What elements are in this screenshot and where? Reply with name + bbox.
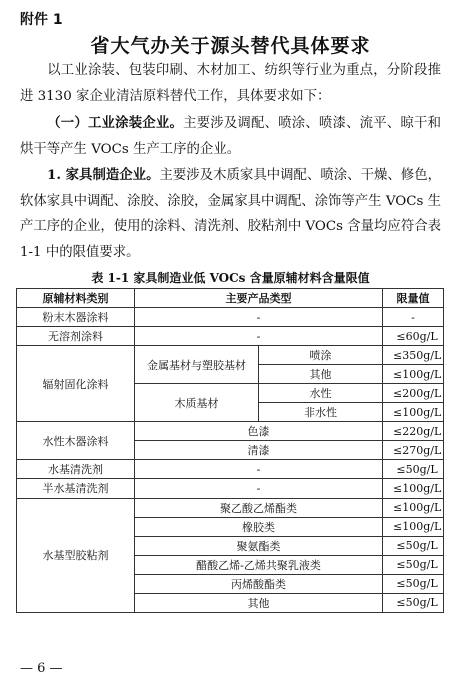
limit-cell: ≤50g/L (383, 536, 444, 555)
type-cell: 色漆 (135, 422, 383, 441)
table-row (17, 422, 444, 441)
type-cell: 喷涂 (259, 346, 383, 365)
category-cell: 水基清洗剂 (17, 460, 135, 479)
type-cell: 聚乙酸乙烯酯类 (135, 498, 383, 517)
limit-cell: ≤350g/L (383, 346, 444, 365)
category-cell: 水性木器涂料 (17, 422, 135, 460)
type-cell: 丙烯酸酯类 (135, 574, 383, 593)
header-type: 主要产品类型 (135, 289, 383, 308)
type-cell: 水性 (259, 384, 383, 403)
table-row (17, 327, 444, 346)
type-cell: 其他 (259, 365, 383, 384)
category-cell: 半水基清洗剂 (17, 479, 135, 498)
category-cell: 无溶剂涂料 (17, 327, 135, 346)
section1-text: 主要涉及调配、喷涂、喷漆、流平、晾干和烘干等产生 VOCs 生产工序的企业。 (20, 116, 442, 157)
subcategory-cell: 金属基材与塑胶基材 (135, 346, 259, 384)
limit-cell: ≤50g/L (383, 593, 444, 612)
subcategory-cell: 木质基材 (135, 384, 259, 422)
type-cell: - (135, 479, 383, 498)
type-cell: 橡胶类 (135, 517, 383, 536)
item1-text: 主要涉及木质家具中调配、喷涂、干燥、修色，软体家具中调配、涂胶、涂胶，金属家具中调配、涂饰等产生 VOCs 生产工序的企业，使用的涂料、清洗剂、胶粘剂中 VOCs 含量均应符合表 1-1 中的限值要求。 (20, 168, 442, 260)
limit-cell: ≤200g/L (383, 384, 444, 403)
intro-text: 以工业涂装、包装印刷、木材加工、纺织等行业为重点，分阶段推进 3130 家企业清洁原料替代工作，具体要求如下： (20, 63, 441, 104)
type-cell: 醋酸乙烯-乙烯共聚乳液类 (135, 555, 383, 574)
table-row (17, 308, 444, 327)
section1-heading: （一）工业涂装企业。 (47, 115, 184, 131)
table-row (17, 498, 444, 517)
limit-cell: ≤50g/L (383, 555, 444, 574)
intro-paragraph (20, 58, 441, 109)
section1-paragraph (20, 111, 441, 162)
limit-cell: ≤60g/L (383, 327, 444, 346)
type-cell: 清漆 (135, 441, 383, 460)
limit-cell: ≤270g/L (383, 441, 444, 460)
limit-cell: - (383, 308, 444, 327)
category-cell: 水基型胶粘剂 (17, 498, 135, 612)
table-row (17, 460, 444, 479)
item1-heading: 1. 家具制造企业。 (47, 167, 160, 183)
page-number: — 6 — (20, 661, 63, 676)
limit-cell: ≤100g/L (383, 498, 444, 517)
type-cell: - (135, 327, 383, 346)
type-cell: 其他 (135, 593, 383, 612)
type-cell: - (135, 460, 383, 479)
voc-limit-table (16, 288, 444, 613)
type-cell: - (135, 308, 383, 327)
header-limit: 限量值 (383, 289, 444, 308)
type-cell: 聚氨酯类 (135, 536, 383, 555)
category-cell: 粉末木器涂料 (17, 308, 135, 327)
limit-cell: ≤50g/L (383, 574, 444, 593)
limit-cell: ≤100g/L (383, 517, 444, 536)
limit-cell: ≤220g/L (383, 422, 444, 441)
table-row (17, 479, 444, 498)
page-title: 省大气办关于源头替代具体要求 (90, 35, 371, 57)
limit-cell: ≤50g/L (383, 460, 444, 479)
limit-cell: ≤100g/L (383, 365, 444, 384)
table-caption: 表 1-1 家具制造业低 VOCs 含量原辅材料含量限值 (91, 271, 370, 285)
attachment-label: 附件 1 (20, 12, 63, 28)
table-header-row (17, 289, 444, 308)
limit-cell: ≤100g/L (383, 479, 444, 498)
header-category: 原辅材料类别 (17, 289, 135, 308)
table-row (17, 346, 444, 365)
category-cell: 辐射固化涂料 (17, 346, 135, 422)
item1-paragraph (20, 163, 441, 265)
limit-cell: ≤100g/L (383, 403, 444, 422)
type-cell: 非水性 (259, 403, 383, 422)
